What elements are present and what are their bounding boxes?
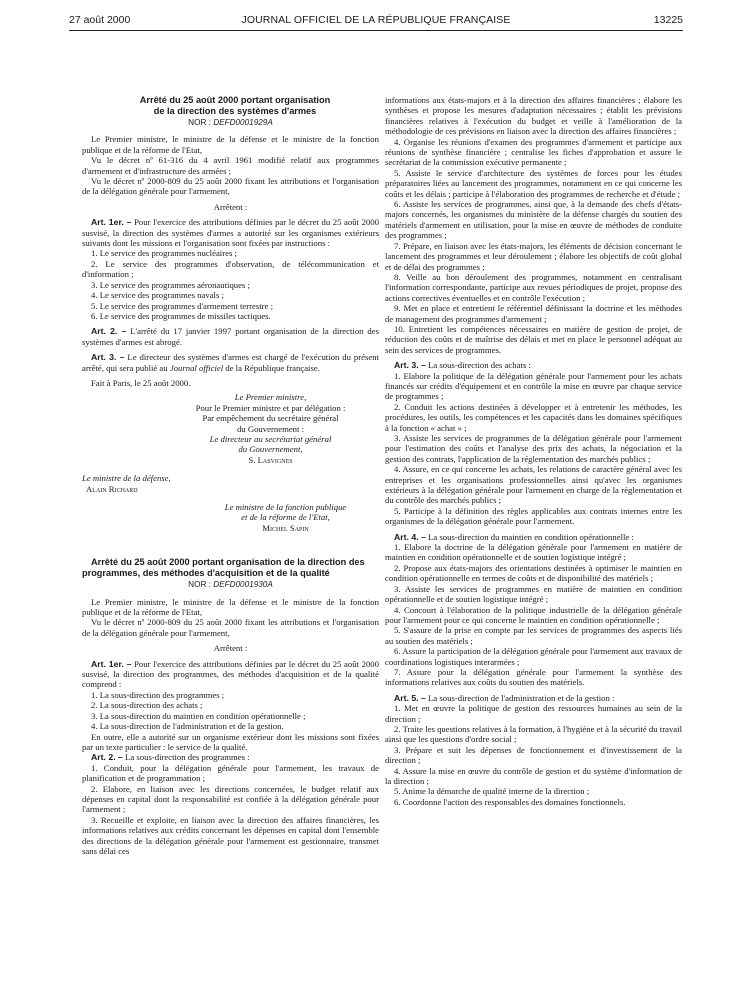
list-item: 2. Le service des programmes d'observation, de télécommunication et d'information ; xyxy=(82,258,379,280)
arrete2-art3-label: Art. 3. – xyxy=(394,360,426,371)
arrete1-preamble xyxy=(82,134,379,196)
list-item: 7. Prépare, en liaison avec les états-majors, les éléments de décision concernant le lancement des programmes et leur déroulement ; élabore les objectifs de coût global et de délai des programmes ; xyxy=(385,240,682,272)
list-item: 3. Assiste les services de programmes de la délégation générale pour l'armement pour l'estimation des coûts et l'analyse des prix des achats, la négociation et la gestion des contrats, l'application de la réglementation des marchés publics ; xyxy=(385,433,682,464)
list-item: 1. Elabore la politique de la délégation générale pour l'armement pour les achats financés sur crédits d'équipement et en contrôle la mise en œuvre par chaque service de programmes ; xyxy=(385,370,682,402)
list-item: 2. Propose aux états-majors des orientations destinées à optimiser le maintien en condition opérationnelle en termes de coûts et de disponibilité des matériels ; xyxy=(385,562,682,584)
arrete2-art2 xyxy=(82,752,379,762)
list-item: 2. La sous-direction des achats ; xyxy=(91,700,203,711)
arrete1-art2-label: Art. 2. – xyxy=(91,326,127,337)
list-item: 8. Veille au bon déroulement des programmes, notamment en centralisant l'information correspondante, participe aux revues périodiques de projet, propose des actions correctives éventuelles et en contrôle l'exécution ; xyxy=(385,271,682,303)
arrete1-art1-label: Art. 1er. – xyxy=(91,217,132,228)
arrete2-nor-code: DEFD0001930A xyxy=(213,580,273,590)
signature-fonction-publique xyxy=(192,502,379,533)
list-item: 10. Entretient les compétences nécessaires en matière de gestion de projet, de réduction des coûts et de maîtrise des délais et met en place le personnel adéquat au sein des services de programmes. xyxy=(385,323,682,355)
list-item: 3. Prépare et suit les dépenses de fonctionnement et d'investissement de la direction ; xyxy=(385,744,682,766)
arrete2-art4-text: La sous-direction du maintien en condition opérationnelle : xyxy=(428,531,634,542)
sig-pm-line2: Par empêchement du secrétaire général xyxy=(202,413,339,424)
arrete1-art2-text: L'arrêté du 17 janvier 1997 portant organisation de la direction des systèmes d'armes est abrogé. xyxy=(82,326,379,347)
list-item: 2. Traite les questions relatives à la formation, à l'hygiène et à la sécurité du travail ainsi que les questions d'ordre social ; xyxy=(385,723,682,745)
sig-def-name: Alain Richard xyxy=(86,483,138,494)
arrete1-art3-journal: Journal officiel xyxy=(169,362,224,373)
arrete2-art1-extra: En outre, elle a autorité sur un organisme extérieur dont les missions sont fixées par un texte particulier : le service de la qualité. xyxy=(82,731,379,752)
list-item: 5. S'assure de la prise en compte par les services de programmes des aspects liés au soutien des matériels ; xyxy=(385,625,682,646)
arrete1-art2 xyxy=(82,326,379,347)
arrete1-nor-code: DEFD0001929A xyxy=(213,118,273,127)
arrete2-art3-text: La sous-direction des achats : xyxy=(428,360,531,371)
arrete1-title-line1: Arrêté du 25 août 2000 portant organisation xyxy=(139,95,331,105)
sig-fp-name: Michel Sapin xyxy=(262,522,309,533)
arrete2-art2-text: La sous-direction des programmes : xyxy=(125,752,250,763)
list-item: informations aux états-majors et à la direction des affaires financières ; élabore les synthèses et propose les mesures d'adaptation nécessaires ; établit les prévisions financières relatives à l'exécution du budget et veille à l'amélioration de la méthodologie de ces prévisions en liaison avec la direction des affaires financières ; xyxy=(385,95,682,137)
page-header xyxy=(69,14,683,31)
arrete2-art1-list xyxy=(82,690,379,732)
arrete2-art3 xyxy=(385,360,682,370)
arrete1-art3-label: Art. 3. – xyxy=(91,352,125,363)
arrete2-art1-text: Pour l'exercice des attributions définies par le décret du 25 août 2000 susvisé, la direction des programmes, des méthodes d'acquisition et de la qualité comprend : xyxy=(82,658,379,690)
arrete1-art1-list xyxy=(82,248,379,321)
signature-premier-ministre xyxy=(162,392,379,465)
list-item: 6. Le service des programmes de missiles tactiques. xyxy=(91,310,271,321)
preamble-paragraph: Vu le décret nº 2000-809 du 25 août 2000 fixant les attributions et l'organisation de la délégation générale pour l'armement, xyxy=(82,617,379,638)
arrete2-art4-list xyxy=(385,542,682,688)
arrete2-art2-list-left xyxy=(82,763,379,857)
arrete2-nor-label: NOR : xyxy=(188,580,214,590)
arrete1-fait: Fait à Paris, le 25 août 2000. xyxy=(91,377,191,388)
arrete1-art1 xyxy=(82,217,379,248)
sig-fp-line1: Le ministre de la fonction publique xyxy=(224,502,347,512)
arrete2-art1-label: Art. 1er. – xyxy=(91,658,132,669)
header-date: 27 août 2000 xyxy=(69,14,131,26)
list-item: 4. Concourt à l'élaboration de la politique industrielle de la délégation générale pour l'armement pour ce qui concerne le maintien en condition opérationnelle ; xyxy=(385,604,682,625)
list-item: 6. Assure la participation de la délégation générale pour l'armement aux travaux de coordinations logistiques interarmées ; xyxy=(385,646,682,667)
list-item: 5. Le service des programmes d'armement terrestre ; xyxy=(91,300,273,311)
sig-pm-line3: du Gouvernement : xyxy=(236,423,305,434)
arrete2-art5-label: Art. 5. – xyxy=(394,692,426,703)
list-item: 5. Assiste le service d'architecture des systèmes de forces pour les études préparatoires liées au lancement des programmes, notamment en ce qui concerne les coûts et les délais ; participe à l'élaboration des programmes de recherche et d'étude ; xyxy=(385,167,682,199)
arrete2-art5 xyxy=(385,693,682,703)
list-item: 1. Conduit, pour la délégation générale pour l'armement, les travaux de planification et de programmation ; xyxy=(82,762,379,784)
arrete2-art5-text: La sous-direction de l'administration et de la gestion : xyxy=(428,692,615,703)
list-item: 4. Assure la mise en œuvre du contrôle de gestion et du système d'information de la direction ; xyxy=(385,765,682,786)
sig-pm-line4: Le directeur au secrétariat général xyxy=(209,433,332,444)
signature-defense xyxy=(82,473,379,494)
list-item: 3. Le service des programmes aéronautiques ; xyxy=(91,279,250,290)
arrete2-art4 xyxy=(385,532,682,542)
preamble-paragraph: Le Premier ministre, le ministre de la défense et le ministre de la fonction publique et de la réforme de l'Etat, xyxy=(82,134,379,155)
sig-def-title: Le ministre de la défense, xyxy=(82,473,171,484)
list-item: 2. Elabore, en liaison avec les directions concernées, le budget relatif aux dépenses en capital dont la responsabilité est confiée à la délégation générale pour l'armement ; xyxy=(82,783,379,815)
arrete1-art1-text: Pour l'exercice des attributions définies par le décret du 25 août 2000 susvisé, la direction des systèmes d'armes a autorité sur les organismes extérieurs suivants dont les missions et l'organisation sont fixées par instructions : xyxy=(82,217,379,249)
list-item: 4. Organise les réunions d'examen des programmes d'armement et participe aux réunions de synthèse financière ; centralise les fiches d'approbation et assure le secrétariat de la commission exécutive permanente ; xyxy=(385,136,682,168)
arrete2-art2-list-right xyxy=(385,95,682,355)
sig-pm-name: S. Lasvignes xyxy=(248,454,293,465)
sig-pm-line1: Pour le Premier ministre et par délégation : xyxy=(195,402,346,413)
arrete2-preamble xyxy=(82,597,379,639)
right-column xyxy=(385,95,682,807)
list-item: 5. Anime la démarche de qualité interne de la direction ; xyxy=(394,786,590,797)
arrete1-arretent: Arrêtent : xyxy=(213,201,248,212)
preamble-paragraph: Vu le décret nº 2000-809 du 25 août 2000 fixant les attributions et l'organisation de la délégation générale pour l'armement, xyxy=(82,176,379,197)
list-item: 4. Assure, en ce qui concerne les achats, les relations de caractère général avec les entreprises et les organisations professionnelles ainsi qu'avec les organismes extérieurs à la délégation générale pour l'armement en charge de la réglementation et du contrôle des marchés publics ; xyxy=(385,464,682,506)
arrete2-art2-label: Art. 2. – xyxy=(91,752,123,763)
list-item: 1. Elabore la doctrine de la délégation générale pour l'armement en matière de maintien en condition opérationnelle et de soutien logistique intégré ; xyxy=(385,542,682,563)
preamble-paragraph: Vu le décret nº 61-316 du 4 avril 1961 modifié relatif aux programmes d'armement et d'infrastructure des armées ; xyxy=(82,155,379,176)
arrete1-nor xyxy=(82,118,379,128)
arrete1-title-line2: de la direction des systèmes d'armes xyxy=(153,105,317,116)
arrete2-title: Arrêté du 25 août 2000 portant organisation de la direction des programmes, des méthodes d'acquisition et de la qualité xyxy=(82,557,365,578)
left-column xyxy=(82,95,379,856)
preamble-paragraph: Le Premier ministre, le ministre de la défense et le ministre de la fonction publique et de la réforme de l'Etat, xyxy=(82,596,379,618)
arrete1-nor-label: NOR : xyxy=(188,118,214,127)
sig-fp-line2: et de la réforme de l'Etat, xyxy=(241,512,330,523)
arrete1-art3 xyxy=(82,352,379,373)
arrete2-art4-label: Art. 4. – xyxy=(394,531,426,542)
arrete2-arretent: Arrêtent : xyxy=(213,643,248,654)
list-item: 9. Met en place et entretient le référentiel définissant la doctrine et les méthodes de management des programmes d'armement ; xyxy=(385,303,682,324)
arrete1-art3-text-b: de la République française. xyxy=(223,362,320,373)
list-item: 6. Coordonne l'action des responsables des domaines fonctionnels. xyxy=(394,796,626,807)
list-item: 6. Assiste les services de programmes, ainsi que, à la demande des chefs d'états-majors concernés, les organismes du ministère de la défense chargés du soutien des matériels d'armement en utilisation, pour la mise en œuvre de méthodes de conduite des programmes ; xyxy=(385,199,682,241)
header-journal-title: JOURNAL OFFICIEL DE LA RÉPUBLIQUE FRANÇAISE xyxy=(241,14,511,26)
list-item: 2. Conduit les actions destinées à développer et à entretenir les méthodes, les procédures, les outils, les compétences et les capacités dans les domaines spécifiques à la fonction « achat » ; xyxy=(385,401,682,433)
list-item: 1. La sous-direction des programmes ; xyxy=(91,689,225,700)
header-page-number: 13225 xyxy=(653,14,683,26)
list-item: 1. Met en œuvre la politique de gestion des ressources humaines au sein de la direction ; xyxy=(385,703,682,724)
arrete2-nor xyxy=(82,580,379,590)
arrete2-art1 xyxy=(82,659,379,690)
list-item: 5. Participe à la définition des règles applicables aux contrats internes entre les organismes de la délégation générale pour l'armement. xyxy=(385,505,682,527)
list-item: 3. Recueille et exploite, en liaison avec la direction des affaires financières, les informations relatives aux crédits concernant les dépenses en capital dont l'ensemble des directions de la délégation générale pour l'armement est gestionnaire, transmet sans délai ces xyxy=(82,814,379,856)
arrete2-art5-list xyxy=(385,703,682,807)
sig-pm-line5: du Gouvernement, xyxy=(238,444,303,455)
list-item: 1. Le service des programmes nucléaires ; xyxy=(91,248,237,259)
sig-pm-title: Le Premier ministre, xyxy=(234,392,307,403)
arrete2-art3-list xyxy=(385,371,682,527)
list-item: 3. La sous-direction du maintien en condition opérationnelle ; xyxy=(91,710,306,721)
arrete1-art3-text-a: Le directeur des systèmes d'armes est chargé de l'exécution du présent arrêté, qui sera publié au xyxy=(82,352,380,373)
list-item: 7. Assure pour la délégation générale pour l'armement la synthèse des informations relatives aux coûts du soutien des matériels. xyxy=(385,666,682,688)
list-item: 3. Assiste les services de programmes en matière de maintien en condition opérationnelle et de soutien logistique intégré ; xyxy=(385,583,682,605)
list-item: 4. Le service des programmes navals ; xyxy=(91,290,224,301)
list-item: 4. La sous-direction de l'administration et de la gestion. xyxy=(91,721,284,732)
